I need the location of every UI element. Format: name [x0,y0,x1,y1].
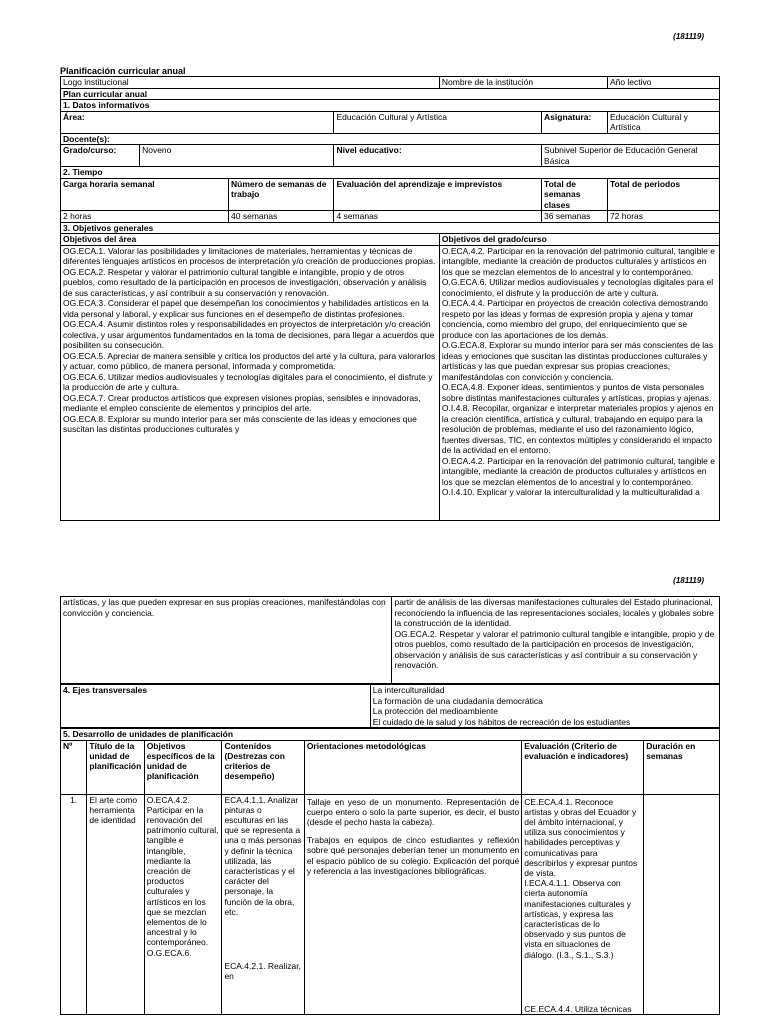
eje-item: El cuidado de la salud y los hábitos de recreación de los estudiantes [372,716,631,727]
objetivo-item: O.ECA.4.2. Participar en la renovación del patrimonio cultural, tangible e intangible, mediante la creación de productos culturales y artísticos en los que se mezclan elementos de lo ancestral y lo contemporáneo. [441,245,715,277]
objetivos-area-header: Objetivos del área [61,234,440,246]
tiempo-header: Evaluación del aprendizaje e imprevistos [334,178,542,211]
objetivo-item: OG.ECA.5. Apreciar de manera sensible y crítica los productos del arte y la cultura, para valorarlos y actuar, como público, de manera personal, informada y comprometida. [63,350,436,371]
asignatura-value: Educación Cultural y Artística [607,111,719,133]
ejes-label: 4. Ejes transversales [61,685,371,728]
section-datos: 1. Datos informativos [61,100,720,112]
objetivo-item: O.ECA.4.4. Participar en proyectos de creación colectiva demostrando respeto por las ideas y formas de expresión propia y ajena y tomar conciencia, como miembro del grupo, del enriquecimiento que se produce con las aportaciones de los demás. [441,298,708,340]
tiempo-value: 72 horas [607,211,719,223]
unit-evaluacion: CE.ECA.4.1. Reconoce artistas y obras del Ecuador y del ámbito internacional, y utiliza sus conocimientos y habilidades perceptivas y comunicativas para describirlos y expresar puntos de vista. I.ECA.4.1.1. Observa con cierta autonomía manifestaciones culturales y artísticas, y expresa las características de lo observado y sus puntos de vista en situaciones de diálogo. (I.3., S.1., S.3.) CE.ECA.4.4. Utiliza técnicas [522,794,644,1014]
section-tiempo: 2. Tiempo [61,167,720,179]
unit-objetivos: O.ECA.4.2. Participar en la renovación del patrimonio cultural, tangible e intangible, mediante la creación de productos culturales y artísticos en los que se mezclan elementos de lo ancestral y lo contemporáneo. O.G.ECA.6. [144,794,222,1014]
tiempo-header: Total de semanas clases [542,178,608,211]
objetivo-item: O.I.4.8. Recopilar, organizar e interpretar materiales propios y ajenos en la creación científica, artística y cultural, trabajando en equipo para la resolución de problemas, mediante el uso del razonamiento lógico, fuentes diversas, TIC, en contextos múltiples y considerando el impacto de la actividad en el entorno. [441,403,714,455]
section-objetivos: 3. Objetivos generales [61,222,720,234]
nivel-value: Subnivel Superior de Educación General Básica [542,145,720,167]
unit-title: El arte como herramienta de identidad [87,794,144,1014]
unit-orientaciones: Tallaje en yeso de un monumento. Representación de cuerpo entero o solo la parte superior, es decir, el busto (desde el pecho hasta la cabeza). Trabajos en equipos de cinco estudiantes y reflexión sobre qué personajes deberían tener un monumento en el espacio público de su colegio. Explicación del porqué y referencia a las investigaciones bibliográficas. [304,794,521,1014]
unit-header: Evaluación (Criterio de evaluación e indicadores) [522,740,644,794]
unit-header: Duración en semanas [644,740,720,794]
desarrollo-label: 5. Desarrollo de unidades de planificación [61,729,720,740]
plan-label: Plan curricular anual [61,88,720,100]
page-code: (181119) [673,576,704,585]
continuation-table [60,596,720,684]
eje-item: La protección del medioambiente [372,706,498,717]
objetivos-area-list [61,245,440,520]
unit-header: Nº [61,740,87,794]
unit-number: 1. [61,794,87,1014]
unit-header: Objetivos específicos de la unidad de planificación [144,740,222,794]
year-cell: Año lectivo [607,77,719,89]
tiempo-header: Total de periodos [607,178,719,211]
unit-header: Contenidos (Destrezas con criterios de desempeño) [222,740,304,794]
tiempo-value: 2 horas [61,211,229,223]
objetivo-item: OG.ECA.8. Explorar su mundo interior para ser más consciente de las ideas y emociones que suscitan las distintas producciones culturales y [63,413,417,434]
plan-table [60,76,720,521]
asignatura-label: Asignatura: [542,111,608,133]
objetivos-grado-list [439,245,719,520]
objetivo-item: OG.ECA.7. Crear productos artísticos que expresen visiones propias, sensibles e innovadoras, mediante el empleo consciente de elementos y principios del arte. [63,392,421,413]
objetivo-item: O.G.ECA.6. Utilizar medios audiovisuales y tecnologías digitales para el conocimiento, el disfrute y la producción de arte y cultura. [441,277,714,298]
institution-cell: Nombre de la institución [439,77,607,89]
tiempo-header: Carga horaria semanal [61,178,229,211]
ejes-list [370,685,719,728]
unit-duracion [644,794,720,1014]
continuation-left: artísticas, y las que pueden expresar en sus propias creaciones, manifestándolas con convicción y conciencia. [61,597,392,684]
unit-header: Título de la unidad de planificación [87,740,144,794]
objetivo-item: OG.ECA.2. Respetar y valorar el patrimonio cultural tangible e intangible, propio y de otros pueblos, como resultado de la participación en procesos de investigación, observación y análisis de sus características, y así contribuir a su conservación y renovación. [63,266,427,298]
document-title: Planificación curricular anual [60,66,186,76]
docente-label: Docente(s): [61,133,720,145]
objetivo-item: OG.ECA.6. Utilizar medios audiovisuales y tecnologías digitales para el conocimiento, el disfrute y la producción de arte y cultura. [63,371,433,392]
objetivo-item: OG.ECA.3. Considerar el papel que desempeñan los conocimientos y habilidades artísticos en la vida personal y laboral, y explicar sus funciones en el desempeño de distintas profesiones. [63,298,429,319]
tiempo-value: 4 semanas [334,211,542,223]
grado-value: Noveno [140,145,334,167]
tiempo-value: 36 semanas [542,211,608,223]
unidades-table [60,728,720,1015]
objetivo-item: OG.ECA.4. Asumir distintos roles y responsabilidades en proyectos de interpretación y/o creación colectiva, y usar argumentos fundamentados en la toma de decisiones, para llegar a acuerdos que posibiliten su consecución. [63,319,435,350]
page-code: (181119) [673,32,704,41]
objetivos-grado-header: Objetivos del grado/curso [439,234,719,246]
ejes-table [60,684,720,728]
area-value: Educación Cultural y Artística [334,111,542,133]
logo-cell: Logo institucional [61,77,440,89]
page-2 [60,596,720,1015]
continuation-right: partir de análisis de las diversas manifestaciones culturales del Estado plurinacional, reconociendo la influencia de las representaciones sociales, locales y globales sobre la construcción de la identidad. OG.ECA.2. Respetar y valorar el patrimonio cultural tangible e intangible, propio y de otros pueblos, como resultado de la participación en procesos de investigación, observación y análisis de sus características y así contribuir a su conservación y renovación. [392,597,720,684]
eje-item: La formación de una ciudadanía democrática [372,695,543,706]
objetivo-item: O.ECA.4.8. Exponer ideas, sentimientos y puntos de vista personales sobre distintas manifestaciones culturales y artísticas, propias y ajenas. [441,382,712,403]
unit-header: Orientaciones metodológicas [304,740,521,794]
unit-contenidos: ECA.4.1.1. Analizar pinturas o esculturas en las que se representa a una o más personas y definir la técnica utilizada, las características y el carácter del personaje, la función de la obra, etc. ECA.4.2.1. Realizar, en [222,794,304,1014]
objetivo-item: OG.ECA.1. Valorar las posibilidades y limitaciones de materiales, herramientas y técnicas de diferentes lenguajes artísticos en procesos de interpretación y/o creación de producciones propias. [63,245,436,266]
area-label: Área: [61,111,334,133]
objetivo-item: O.I.4.10. Explicar y valorar la interculturalidad y la multiculturalidad a [441,487,700,497]
objetivo-item: O.ECA.4.2. Participar en la renovación del patrimonio cultural, tangible e intangible, mediante la creación de productos culturales y artísticos en los que se mezclan elementos de lo ancestral y lo contemporáneo. [441,455,715,487]
nivel-label: Nivel educativo: [334,145,542,167]
eje-item: La interculturalidad [372,685,445,695]
tiempo-value: 40 semanas [229,211,334,223]
grado-label: Grado/curso: [61,145,140,167]
page-1 [60,66,720,521]
tiempo-header: Número de semanas de trabajo [229,178,334,211]
objetivo-item: O.G.ECA.8. Explorar su mundo interior para ser más conscientes de las ideas y emociones que suscitan las distintas producciones culturales y artísticas y las que puedan expresar sus propias creaciones, manifestándolas con convicción y conciencia. [441,340,714,382]
